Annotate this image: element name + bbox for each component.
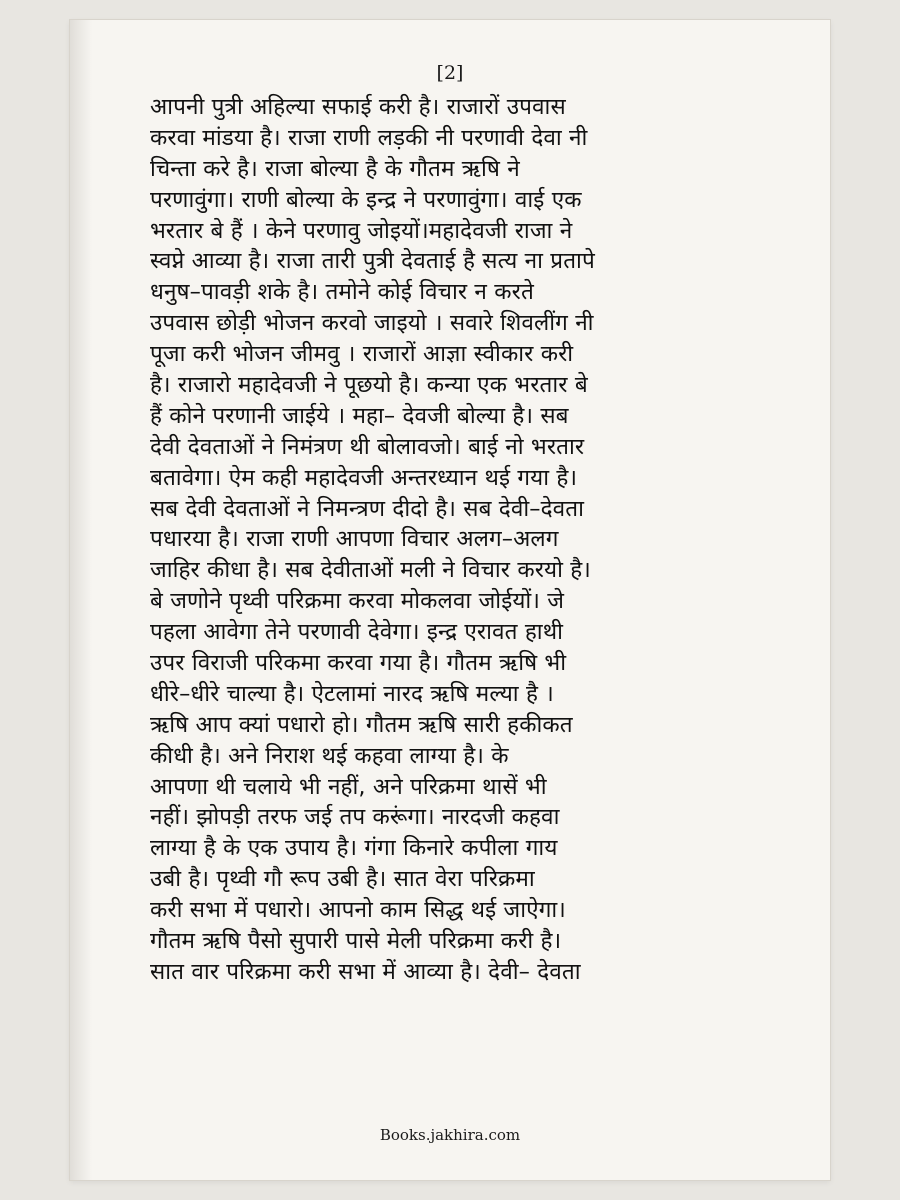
text-line: ऋषि आप क्यां पधारो हो। गौतम ऋषि सारी हकीकत: [150, 711, 573, 738]
page-number: [2]: [436, 62, 464, 84]
text-line: बे जणोने पृथ्वी परिक्रमा करवा मोकलवा जोईयों। जे: [150, 588, 565, 615]
text-line: है। राजारो महादेवजी ने पूछयो है। कन्या एक भरतार बे: [150, 372, 588, 399]
text-line: देवी देवताओं ने निमंत्रण थी बोलावजो। बाई नो भरतार: [150, 433, 585, 460]
text-line: गौतम ऋषि पैसो सुपारी पासे मेली परिक्रमा करी है।: [150, 928, 562, 955]
text-line: उपवास छोड़ी भोजन करवो जाइयो । सवारे शिवलींग नी: [150, 310, 594, 337]
text-line: उपर विराजी परिकमा करवा गया है। गौतम ऋषि भी: [150, 650, 567, 677]
text-line: सब देवी देवताओं ने निमन्त्रण दीदो है। सब देवी–देवता: [150, 495, 585, 522]
text-line: लाग्या है के एक उपाय है। गंगा किनारे कपीला गाय: [150, 835, 558, 862]
text-line: कीधी है। अने निराश थई कहवा लाग्या है। के: [150, 742, 509, 769]
text-line: सात वार परिक्रमा करी सभा में आव्या है। देवी– देवता: [150, 958, 581, 985]
text-line: स्वप्ने आव्या है। राजा तारी पुत्री देवताई है सत्य ना प्रतापे: [150, 248, 595, 275]
body-text: [150, 92, 830, 988]
text-line: नहीं। झोपड़ी तरफ जई तप करूंगा। नारदजी कहवा: [150, 804, 560, 831]
text-line: जाहिर कीधा है। सब देवीताओं मली ने विचार करयो है।: [150, 557, 591, 584]
text-line: भरतार बे हैं । केने परणावु जोइयों।महादेवजी राजा ने: [150, 217, 573, 244]
text-line: पूजा करी भोजन जीमवु । राजारों आज्ञा स्वीकार करी: [150, 341, 574, 368]
text-line: धनुष–पावड़ी शके है। तमोने कोई विचार न करते: [150, 279, 534, 306]
text-line: आपणा थी चलाये भी नहीं, अने परिक्रमा थासें भी: [150, 773, 547, 800]
text-line: उबी है। पृथ्वी गौ रूप उबी है। सात वेरा परिक्रमा: [150, 866, 535, 893]
text-line: आपनी पुत्री अहिल्या सफाई करी है। राजारों उपवास: [150, 94, 566, 120]
text-line: हैं कोने परणानी जाईये । महा– देवजी बोल्या है। सब: [150, 402, 569, 429]
text-line: पधारया है। राजा राणी आपणा विचार अलग–अलग: [150, 526, 559, 553]
text-line: बतावेगा। ऐम कही महादेवजी अन्तरध्यान थई गया है।: [150, 464, 578, 491]
text-line: धीरे–धीरे चाल्या है। ऐटलामां नारद ऋषि मल्या है ।: [150, 680, 554, 707]
text-line: परणावुंगा। राणी बोल्या के इन्द्र ने परणावुंगा। वाई एक: [150, 186, 582, 213]
text-line: चिन्ता करे है। राजा बोल्या है के गौतम ऋषि ने: [150, 155, 520, 182]
text-line: पहला आवेगा तेने परणावी देवेगा। इन्द्र एरावत हाथी: [150, 619, 564, 646]
footer-source: Books.jakhira.com: [379, 1126, 521, 1144]
text-line: करी सभा में पधारो। आपनो काम सिद्ध थई जाऐगा।: [150, 897, 566, 924]
text-line: करवा मांडया है। राजा राणी लड़की नी परणावी देवा नी: [150, 124, 588, 151]
